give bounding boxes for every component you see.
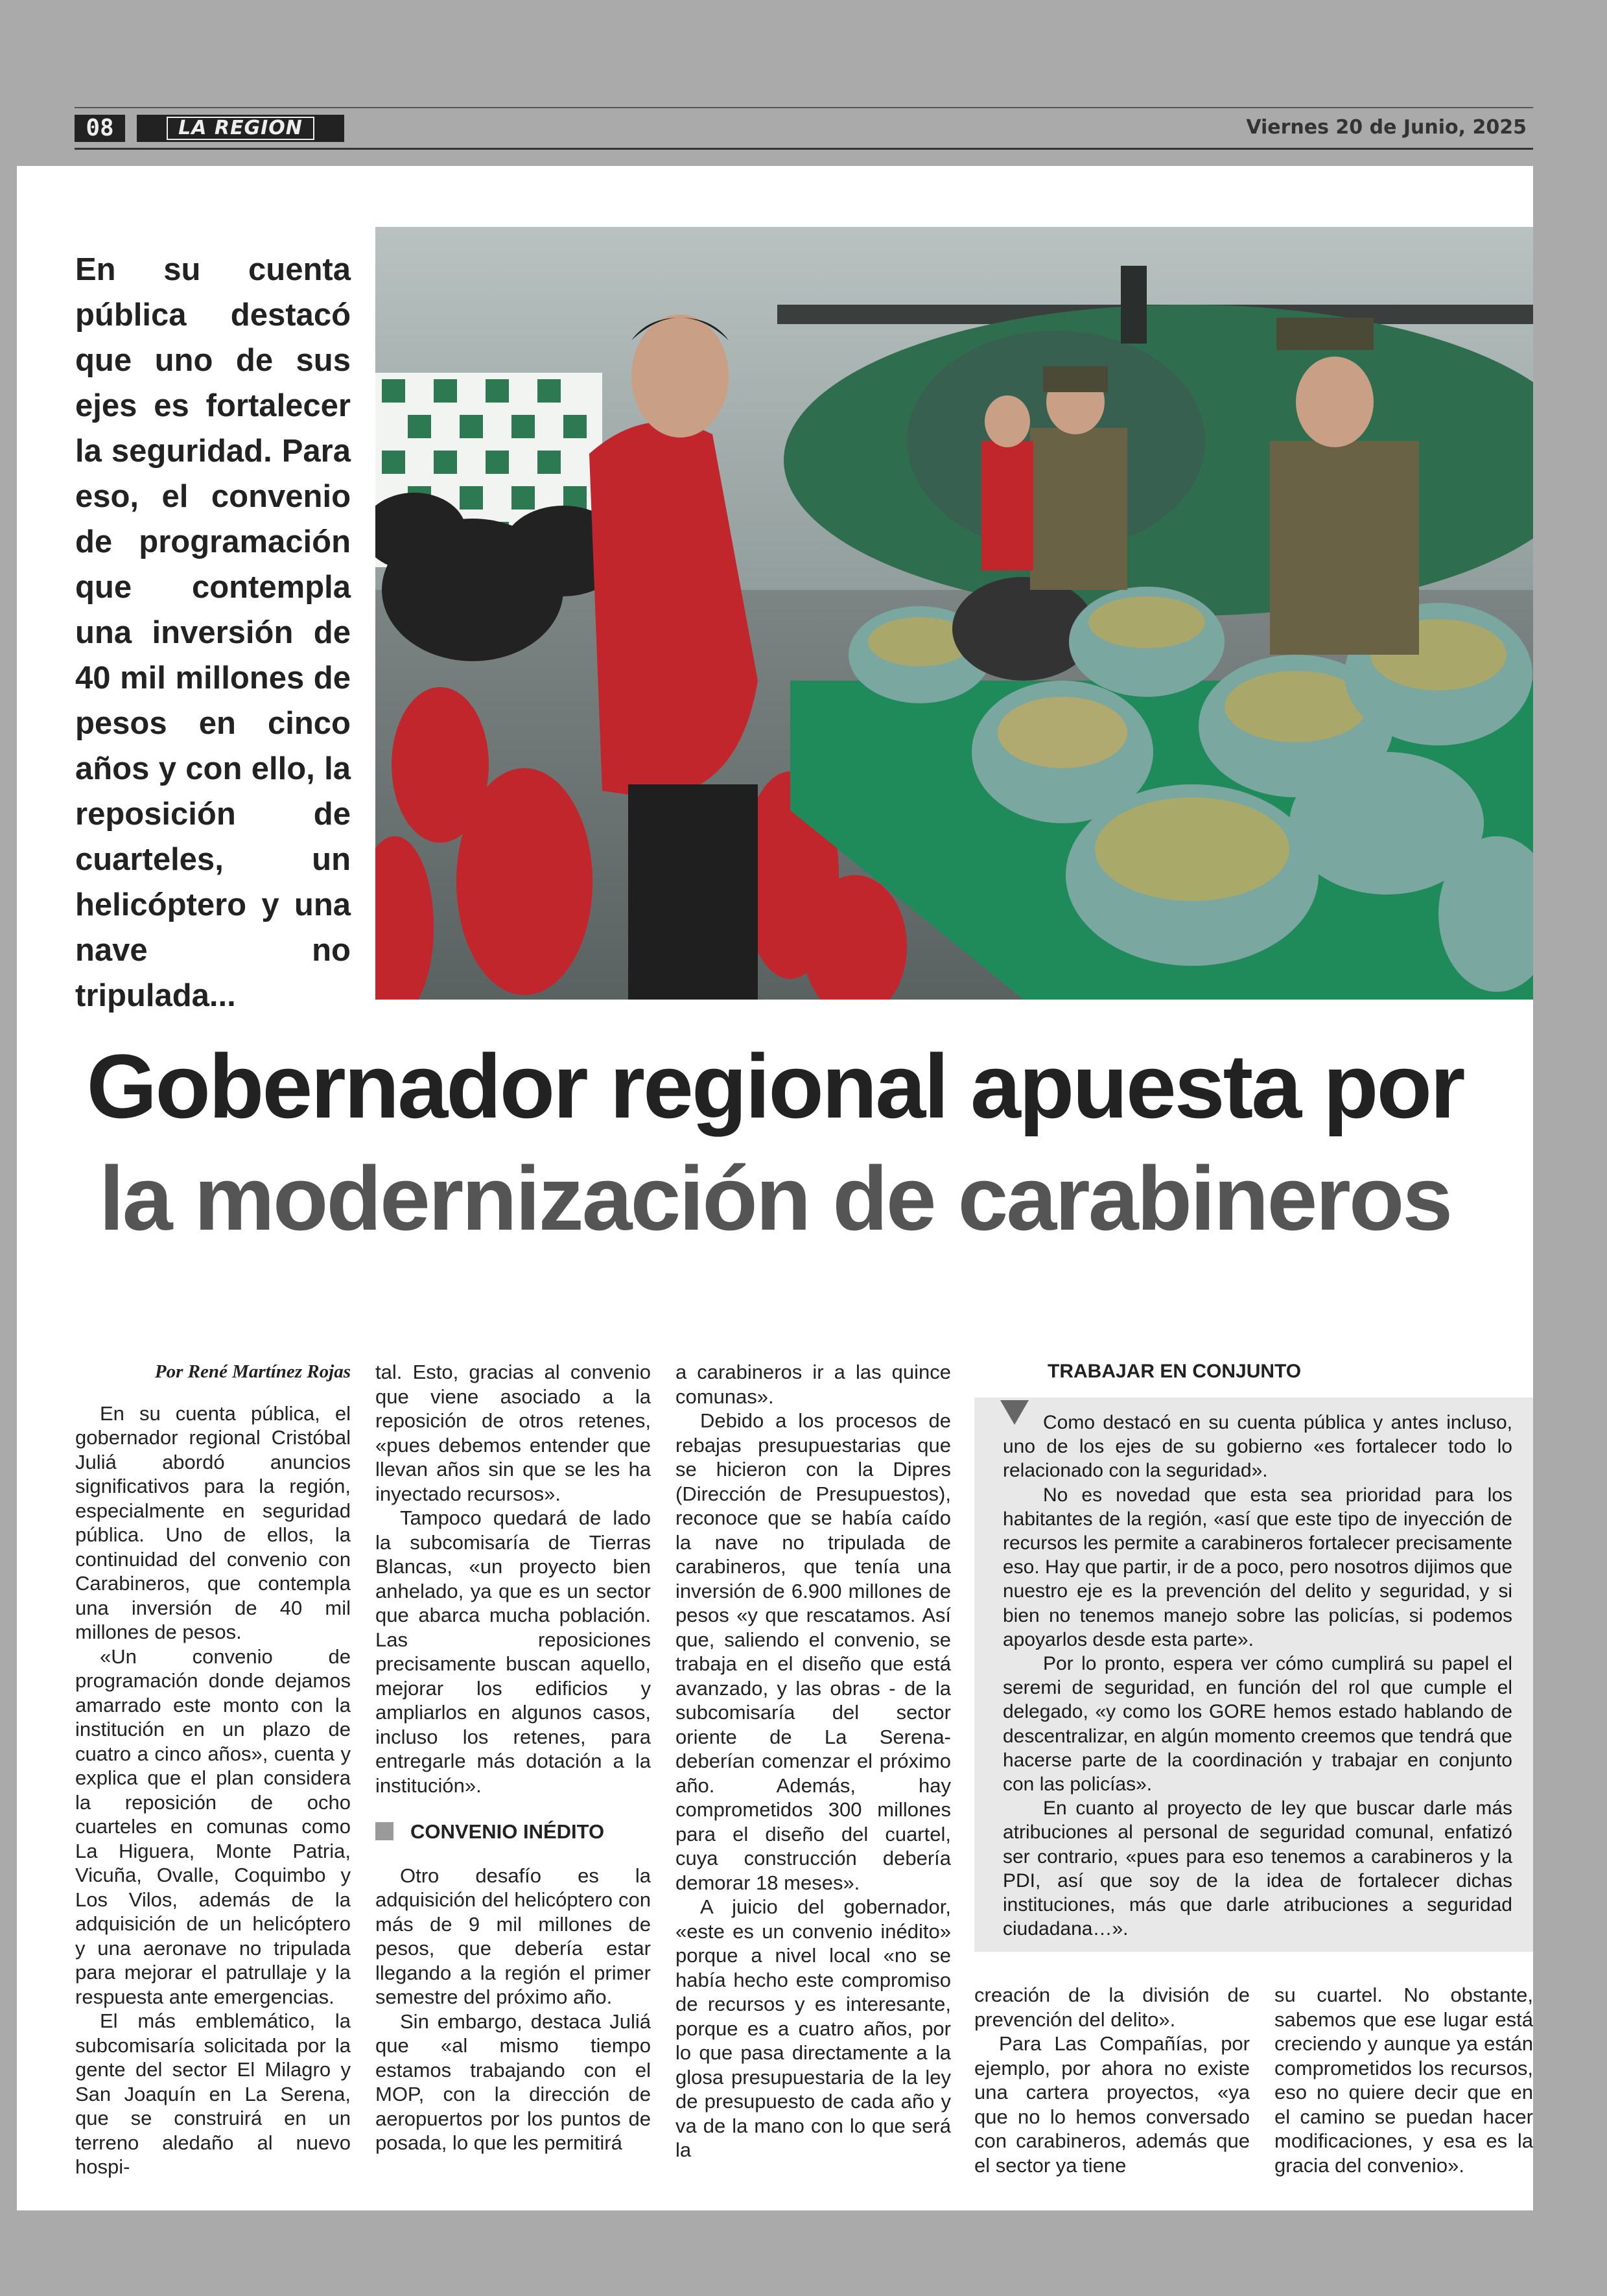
paragraph: Para Las Compañías, por ejemplo, por ahora no existe una cartera proyectos, «ya que no lo hemos conversado con carabineros, además que el sector ya tiene — [974, 2032, 1250, 2177]
box-text — [1003, 1411, 1512, 1941]
newspaper-page — [17, 166, 1533, 2210]
paragraph: Debido a los procesos de rebajas presupuestarias que se hicieron con la Dipres (Dirección de Presupuestos), reconoce que se había caído la nave no tripulada de carabineros, que tenía una inversión de 6.900 millones de pesos «y que rescatamos. Así que, saliendo el convenio, se trabaja en el diseño que está avanzado, y las obras - de la subcomisaría del sector oriente de La Serena- deberían comenzar el próximo año. Además, hay comprometidos 300 millones para el diseño del cuartel, cuya construcción debería demorar 18 meses». — [675, 1409, 951, 1894]
header-rule-top — [75, 107, 1533, 108]
paragraph: tal. Esto, gracias al convenio que viene asociado a la reposición de otros retenes, «pues debemos entender que llevan años sin que se les ha inyectado recursos». — [375, 1361, 651, 1505]
page-header — [75, 107, 1533, 149]
subhead-convenio — [375, 1820, 651, 1844]
masthead-text: LA REGION — [167, 117, 314, 140]
paragraph: A juicio del gobernador, «este es un convenio inédito» porque a nivel local «no se había hecho este compromiso de recursos y es interesante, porque es a cuatro años, por lo que pasa directamente a la glosa presupuestaria de la ley de presupuesto de cada año y va de la mano con lo que será la — [675, 1895, 951, 2161]
masthead-logo — [137, 115, 344, 142]
page-number: 08 — [75, 115, 125, 142]
box-paragraph: Como destacó en su cuenta pública y antes incluso, uno de los ejes de su gobierno «es fortalecer todo lo relacionado con la seguridad». — [1003, 1412, 1512, 1482]
article-column-4 — [974, 1983, 1250, 2177]
box-paragraph: Por lo pronto, espera ver cómo cumplirá su papel el seremi de seguridad, en función del rol que cumple el delegado, «y como los GORE hemos estado hablando de descentralizar, en algún momento creemos que tendrá que hacerse parte de la coordinación y trabajar en conjunto con las policías». — [1003, 1653, 1512, 1796]
article-column-3 — [675, 1360, 951, 2162]
paragraph: «Un convenio de programación donde dejamos amarrado este monto con la institución en un plazo de cuatro a cinco años», cuenta y explica que el plan considera la reposición de ocho cuarteles en comunas como La Higuera, Monte Patria, Vicuña, Ovalle, Coquimbo y Los Vilos, además de la adquisición de un helicóptero y una aeronave no tripulada para mejorar el patrullaje y la respuesta ante emergencias. — [75, 1645, 351, 2008]
paragraph: Tampoco quedará de lado la subcomisaría de Tierras Blancas, «un proyecto bien anhelado, ya que es un sector que abarca mucha población. Las reposiciones precisamente buscan aquello, mejorar los edificios y ampliarlos en algunos casos, incluso los retenes, para entregarle más dotación a la institución». — [375, 1506, 651, 1797]
subhead-text: CONVENIO INÉDITO — [410, 1820, 605, 1843]
paragraph: Sin embargo, destaca Juliá que «al mismo tiempo estamos trabajando con el MOP, con la dirección de aeropuertos por los puntos de posada, lo que les permitirá — [375, 2009, 651, 2154]
helicopter — [777, 266, 1533, 616]
pull-quote: En su cuenta pública destacó que uno de sus ejes es fortalecer la seguridad. Para eso, el convenio de programación que contempla una inversión de 40 mil millones de pesos en cinco años y con ello, la reposición de cuarteles, un helicóptero y una nave no tripulada... — [75, 252, 351, 1013]
article-column-1 — [75, 1360, 351, 2179]
paragraph: su cuartel. No obstante, sabemos que ese lugar está creciendo y aunque ya están comprometidos los recursos, eso no quiere decir que en el camino se puedan hacer modificaciones, y esa es la gracia del convenio». — [1274, 1984, 1533, 2177]
paragraph: El más emblemático, la subcomisaría solicitada por la gente del sector El Milagro y San Joaquín en La Serena, que se construirá en un terreno aledaño al nuevo hospi- — [75, 2009, 351, 2178]
header-rule-bottom — [75, 148, 1533, 150]
paragraph: creación de la división de prevención del delito». — [974, 1984, 1250, 2031]
square-bullet-icon — [375, 1822, 393, 1840]
headline-line-2: la modernización de carabineros — [99, 1147, 1451, 1249]
photo-illustration — [375, 227, 1533, 1000]
article-column-2 — [375, 1360, 651, 2155]
box-paragraph: No es novedad que esta sea prioridad para los habitantes de la región, «así que este tipo de inyección de recursos les permite a carabineros fortalecer precisamente eso. Hay que partir, ir de a poco, pero nosotros dijimos que nuestro eje es la prevención del delito y seguridad, y si bien no tenemos manejo sobre las policías, si podemos apoyarlos desde esta parte». — [1003, 1484, 1512, 1650]
paragraph: En su cuenta pública, el gobernador regional Cristóbal Juliá abordó anuncios significativos para la región, especialmente en seguridad pública. Uno de ellos, la continuidad del convenio con Carabineros, que contempla una inversión de 40 mil millones de pesos. — [75, 1401, 351, 1643]
publication-date: Viernes 20 de Junio, 2025 — [1246, 116, 1527, 139]
paragraph: a carabineros ir a las quince comunas». — [675, 1361, 951, 1408]
box-paragraph: En cuanto al proyecto de ley que buscar darle más atribuciones al personal de seguridad comunal, enfatizó ser contrario, «pues para eso tenemos a carabineros y la PDI, así que soy de la idea de fortalecer dichas instituciones, más que darle atribuciones a seguridad ciudadana…». — [1003, 1798, 1512, 1940]
headline-line-1: Gobernador regional apuesta por — [86, 1035, 1464, 1137]
box-title: TRABAJAR EN CONJUNTO — [1048, 1361, 1302, 1382]
headline — [17, 1031, 1533, 1255]
byline: Por René Martínez Rojas — [154, 1361, 351, 1382]
article-column-5 — [1274, 1983, 1533, 2177]
paragraph: Otro desafío es la adquisición del helicóptero con más de 9 mil millones de pesos, que debería estar llegando a la región el primer semestre del próximo año. — [375, 1864, 651, 2008]
sidebar-box — [974, 1398, 1533, 1952]
news-photo — [375, 227, 1533, 1000]
